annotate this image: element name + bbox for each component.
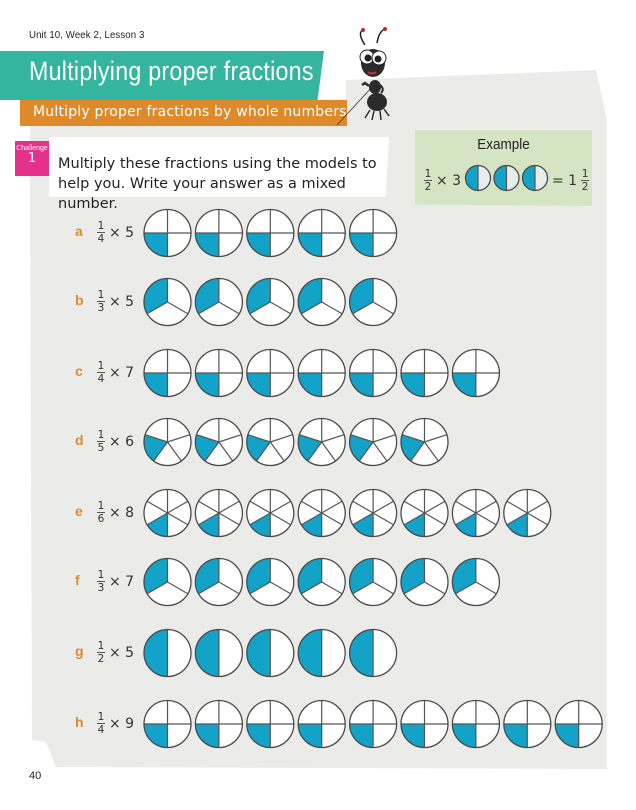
fraction-circle-icon [452,490,499,537]
numerator: 1 [97,500,105,512]
page-subtitle: Multiply proper fractions by whole numbers [33,104,347,120]
fraction-circle-icon [350,419,397,466]
fraction-circle-icon [298,419,345,466]
fraction-circle-icon [247,350,294,397]
problem-multiplier: × 8 [109,504,135,521]
numerator: 1 [97,640,105,652]
fraction-circle-icon [298,350,345,397]
denominator: 6 [97,513,105,525]
fraction-circle-icon [247,701,294,748]
problem-multiplier: × 5 [109,644,135,661]
fraction-circle-icon [144,490,191,537]
fraction-circle-icon [144,210,191,257]
fraction-circle-icon [401,419,448,466]
fraction-circle-icon [195,419,242,466]
fraction-circle-icon [195,490,242,537]
fraction-circle-icon [350,350,397,397]
denominator: 2 [424,181,432,193]
fraction-circle-icon [350,210,397,257]
fraction-circle-icon [247,279,294,326]
problem-multiplier: × 9 [109,715,135,732]
problem-multiplier: × 7 [109,364,135,381]
numerator: 1 [581,168,589,180]
numerator: 1 [97,289,105,301]
fraction-circle-icon [247,559,294,606]
fraction-circle-icon [350,490,397,537]
fraction-circle-icon [350,630,397,677]
fraction-circle-icon [350,279,397,326]
fraction-circle-icon [298,701,345,748]
fraction-circle-icon [247,490,294,537]
problem-multiplier: × 7 [109,573,135,590]
problem-label: d [75,432,84,448]
numerator: 1 [97,360,105,372]
denominator: 2 [581,181,589,193]
fraction-circle-icon [350,701,397,748]
problem-label: a [75,223,83,239]
problem-multiplier: × 5 [109,224,135,241]
fraction-circle-icon [195,701,242,748]
fraction-circle-icon [298,490,345,537]
fraction-circle-icon [247,419,294,466]
fraction-circle-icon [555,701,602,748]
example-title: Example [477,136,530,153]
lesson-reference: Unit 10, Week 2, Lesson 3 [29,29,145,41]
denominator: 2 [97,653,105,665]
fraction-circle-icon [401,350,448,397]
numerator: 1 [97,429,105,441]
page-title: Multiplying proper fractions [29,56,314,86]
denominator: 4 [97,373,105,385]
fraction-circle-icon [504,701,551,748]
fraction-circle-icon [298,630,345,677]
fraction-circle-icon [144,559,191,606]
problem-label: h [75,714,84,730]
denominator: 4 [97,724,105,736]
fraction-circle-icon [452,350,499,397]
fraction-circle-icon [195,350,242,397]
fraction-circle-icon [401,559,448,606]
fraction-circle-icon [144,701,191,748]
numerator: 1 [97,220,105,232]
numerator: 1 [97,711,105,723]
challenge-badge-number: 1 [27,151,37,166]
fraction-circle-icon [401,490,448,537]
fraction-circle-icon [504,490,551,537]
example-equals: = 1 [552,172,578,189]
numerator: 1 [97,569,105,581]
problem-label: g [75,643,84,659]
fraction-circle-icon [247,630,294,677]
fraction-circle-icon [452,559,499,606]
denominator: 4 [97,233,105,245]
fraction-circle-icon [144,279,191,326]
challenge-badge-label: Challenge [16,145,48,152]
fraction-circle-icon [350,559,397,606]
denominator: 3 [97,582,105,594]
instructions-text: Multiply these fractions using the models to help you. Write your answer as a mixed number. [58,156,377,212]
problem-label: f [75,572,80,588]
problem-label: e [75,503,83,519]
page-number: 40 [29,770,42,782]
fraction-circle-icon [298,279,345,326]
problem-multiplier: × 5 [109,293,135,310]
fraction-circle-icon [401,701,448,748]
problem-label: c [75,363,83,379]
fraction-circle-icon [144,419,191,466]
denominator: 3 [97,302,105,314]
problem-multiplier: × 6 [109,433,135,450]
denominator: 5 [97,442,105,454]
fraction-circle-icon [452,701,499,748]
fraction-circle-icon [195,630,242,677]
fraction-circle-icon [298,559,345,606]
fraction-circle-icon [195,279,242,326]
fraction-circle-icon [144,630,191,677]
fraction-circle-icon [144,350,191,397]
problem-label: b [75,292,84,308]
fraction-circle-icon [247,210,294,257]
fraction-circle-icon [298,210,345,257]
fraction-circle-icon [195,210,242,257]
numerator: 1 [424,168,432,180]
fraction-circle-icon [195,559,242,606]
example-multiplier: × 3 [436,172,462,189]
